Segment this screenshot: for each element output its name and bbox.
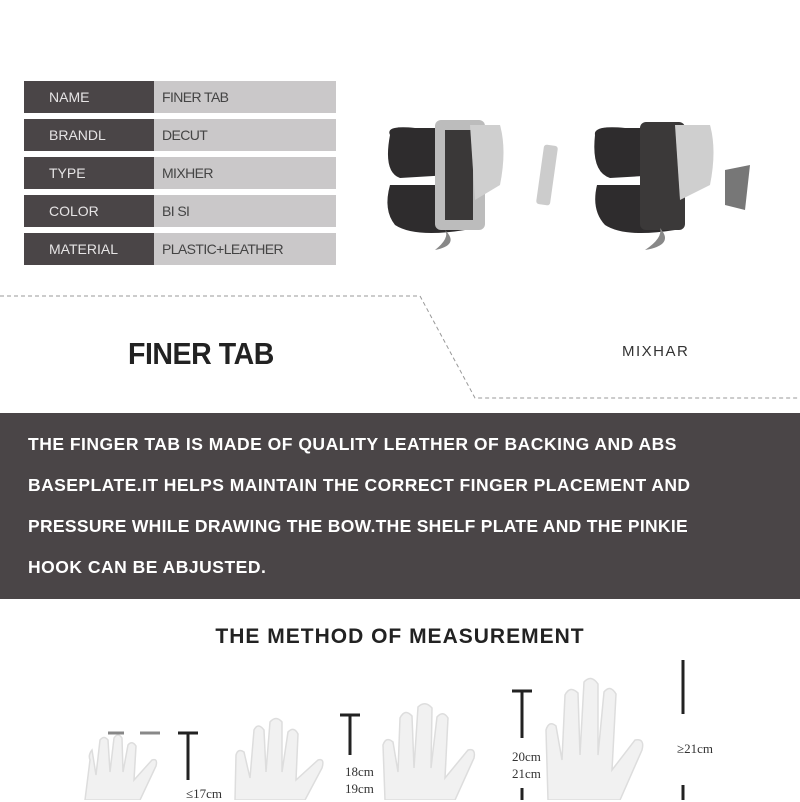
spec-value: PLASTIC+LEATHER [154,233,336,265]
hand-xlarge [546,678,643,800]
hand-large [383,704,474,800]
spec-value: BI SI [154,195,336,227]
description-line: THE FINGER TAB IS MADE OF QUALITY LEATHER OF BACKING AND ABS [28,434,677,454]
spec-label: BRANDL [24,119,154,151]
size-label-xlarge: ≥21cm [677,741,714,756]
spec-label: MATERIAL [24,233,154,265]
finger-tab-front [387,120,558,250]
size-label-small: ≤17cm [186,786,223,801]
spec-value: MIXHER [154,157,336,189]
spec-row-type [24,157,336,189]
size-label-medium-max: 19cm [345,781,374,796]
hand-medium [235,719,323,801]
spec-value: FINER TAB [154,81,336,113]
spec-label: TYPE [24,157,154,189]
hand-measurement-illustration [0,660,800,800]
finger-tab-back [594,122,750,250]
description-line: PRESSURE WHILE DRAWING THE BOW.THE SHELF PLATE AND THE PINKIE [28,516,688,536]
spec-label: NAME [24,81,154,113]
spec-row-color [24,195,336,227]
size-label-large-min: 20cm [512,749,541,764]
spec-label: COLOR [24,195,154,227]
description-line: BASEPLATE.IT HELPS MAINTAIN THE CORRECT FINGER PLACEMENT AND [28,475,691,495]
hand-small [85,735,157,800]
finger-tab-product-image [375,110,785,260]
spec-value: DECUT [154,119,336,151]
size-label-large-max: 21cm [512,766,541,781]
size-label-medium-min: 18cm [345,764,374,779]
spec-row-material [24,233,336,265]
measurement-heading: THE METHOD OF MEASUREMENT [215,625,585,648]
description-band [0,413,800,599]
page-title: FINER TAB [128,336,274,371]
product-type: MIXHAR [622,343,690,360]
description-line: HOOK CAN BE ABJUSTED. [28,557,267,577]
spec-row-name [24,81,336,113]
spec-row-brand [24,119,336,151]
